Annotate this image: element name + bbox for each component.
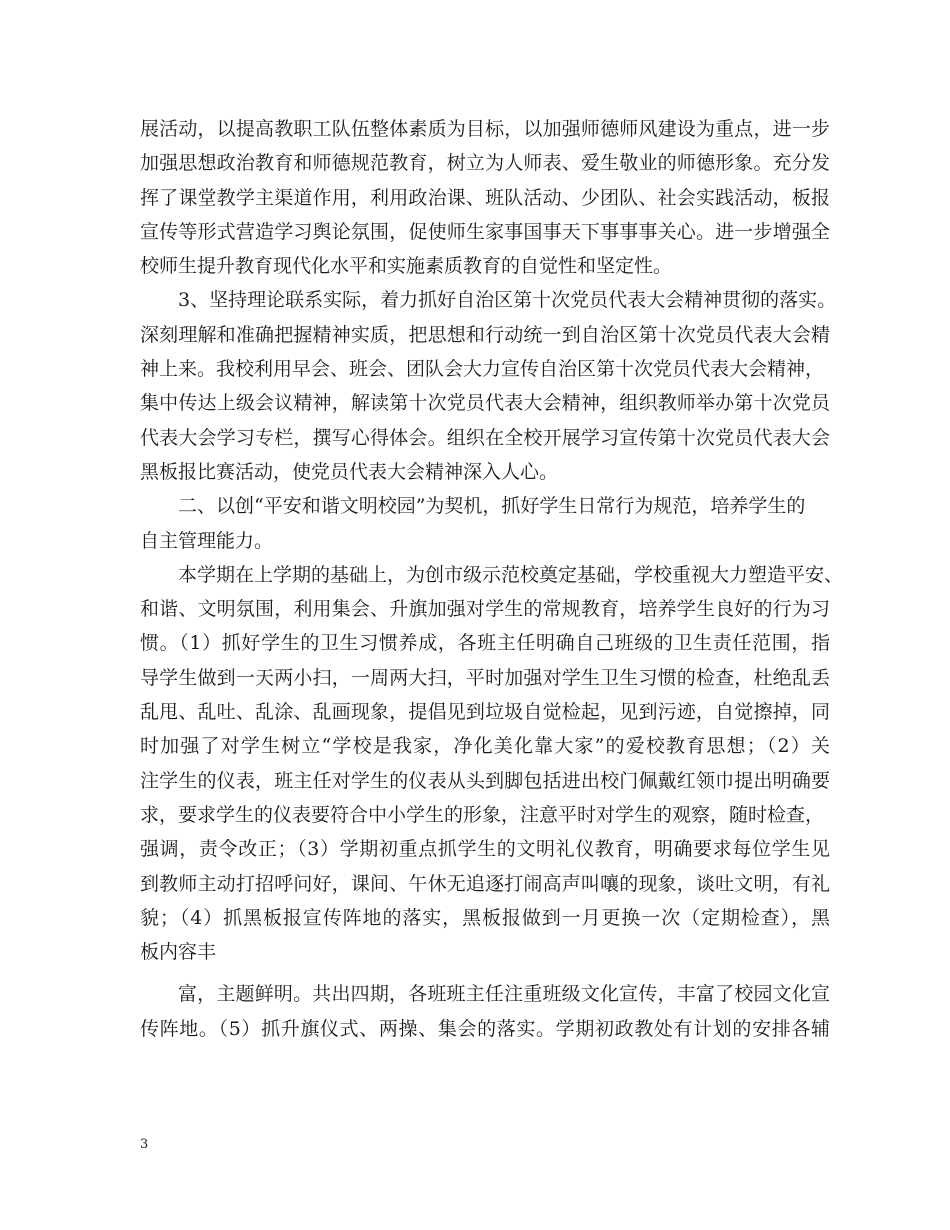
text-line: 深刻理解和准确把握精神实质，把思想和行动统一到自治区第十次党员代表大会精 (140, 323, 830, 346)
text-line: 貌；（4）抓黑板报宣传阵地的落实，黑板报做到一月更换一次（定期检查），黑 (140, 906, 830, 929)
body-text (140, 112, 844, 1046)
text-line: 宣传等形式营造学习舆论氛围，促使师生家事国事天下事事事关心。进一步增强全 (140, 220, 830, 243)
text-line: 3、坚持理论联系实际，着力抓好自治区第十次党员代表大会精神贯彻的落实。 (178, 289, 837, 312)
text-line: 时加强了对学生树立“学校是我家，净化美化靠大家”的爱校教育思想；（2）关 (140, 735, 830, 758)
text-line: 板内容丰 (140, 941, 217, 964)
text-line: 校师生提升教育现代化水平和实施素质教育的自觉性和坚定性。 (140, 255, 673, 278)
text-line: 自主管理能力。 (140, 529, 274, 552)
text-line: 乱甩、乱吐、乱涂、乱画现象，提倡见到垃圾自觉检起，见到污迹，自觉擦掉，同 (140, 701, 830, 724)
text-line: 本学期在上学期的基础上，为创市级示范校奠定基础，学校重视大力塑造平安、 (178, 563, 844, 586)
text-line: 注学生的仪表，班主任对学生的仪表从头到脚包括进出校门佩戴红领巾提出明确要 (140, 769, 830, 792)
text-line: 黑板报比赛活动，使党员代表大会精神深入人心。 (140, 460, 559, 483)
text-line: 展活动，以提高教职工队伍整体素质为目标，以加强师德师风建设为重点，进一步 (140, 118, 830, 140)
text-line: 导学生做到一天两小扫，一周两大扫，平时加强对学生卫生习惯的检查，杜绝乱丢 (140, 666, 830, 689)
text-line: 传阵地。（5）抓升旗仪式、两操、集会的落实。学期初政教处有计划的安排各辅 (140, 1017, 830, 1040)
text-line: 惯。（1）抓好学生的卫生习惯养成，各班主任明确自己班级的卫生责任范围，指 (140, 632, 830, 655)
text-line: 到教师主动打招呼问好，课间、午休无追逐打闹高声叫嚷的现象，谈吐文明，有礼 (140, 872, 830, 895)
text-line: 求，要求学生的仪表要符合中小学生的形象，注意平时对学生的观察，随时检查， (140, 803, 825, 826)
text-line: 神上来。我校利用早会、班会、团队会大力宣传自治区第十次党员代表大会精神， (140, 358, 825, 381)
page-number: 3 (140, 1137, 149, 1152)
text-line: 挥了课堂教学主渠道作用，利用政治课、班队活动、少团队、社会实践活动，板报 (140, 186, 830, 209)
text-line: 二、以创“平安和谐文明校园”为契机，抓好学生日常行为规范，培养学生的 (178, 495, 806, 518)
text-line: 和谐、文明氛围，利用集会、升旗加强对学生的常规教育，培养学生良好的行为习 (140, 598, 830, 621)
text-line: 富，主题鲜明。共出四期，各班班主任注重班级文化宣传，丰富了校园文化宣 (178, 983, 830, 1006)
text-line: 代表大会学习专栏，撰写心得体会。组织在全校开展学习宣传第十次党员代表大会 (140, 426, 830, 449)
text-line: 强调，责令改正；（3）学期初重点抓学生的文明礼仪教育，明确要求每位学生见 (140, 838, 830, 861)
text-line: 集中传达上级会议精神，解读第十次党员代表大会精神，组织教师举办第十次党员 (140, 392, 830, 415)
text-line: 加强思想政治教育和师德规范教育，树立为人师表、爱生敬业的师德形象。充分发 (140, 152, 830, 175)
